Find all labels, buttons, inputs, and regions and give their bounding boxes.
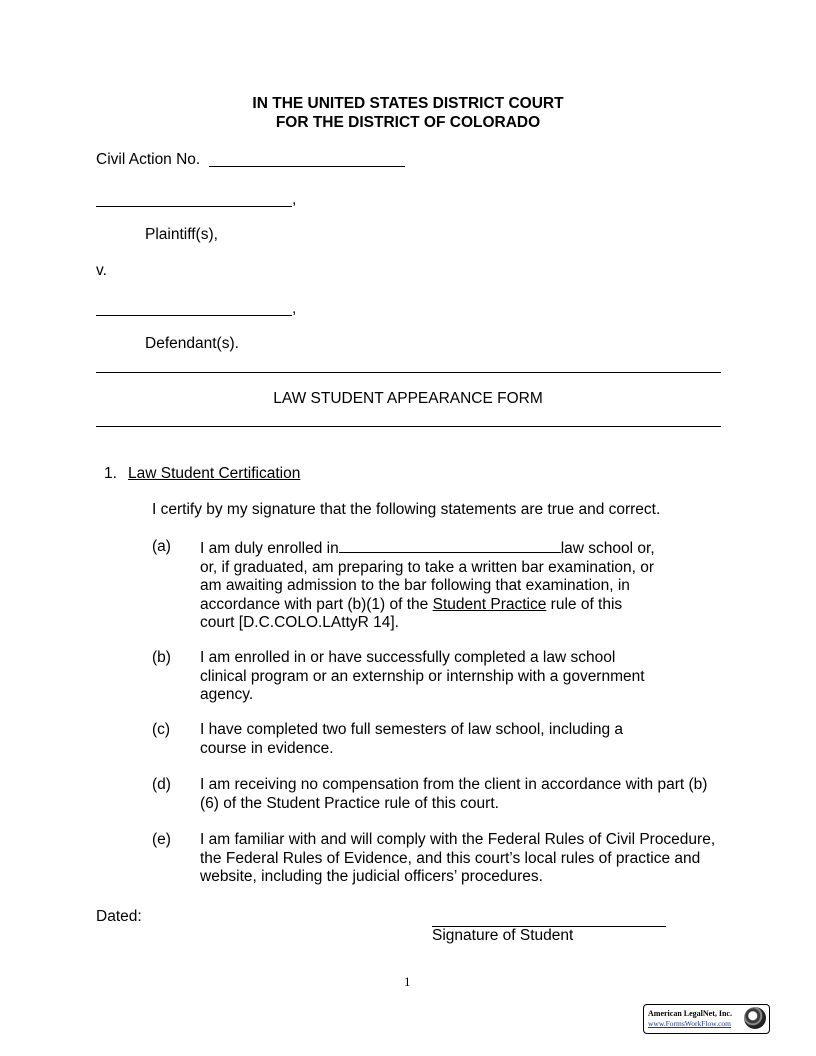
page-number: 1 <box>404 974 411 989</box>
item-d-text: I am receiving no compensation from the client in accordance with part (b)(6) of the Student Practice rule of this court. <box>200 776 708 812</box>
plaintiff-comma: , <box>292 191 297 208</box>
certification-intro: I certify by my signature that the following statements are true and correct. <box>152 501 661 518</box>
court-title-line2: FOR THE DISTRICT OF COLORADO <box>275 114 541 131</box>
signature-label: Signature of Student <box>432 927 574 944</box>
item-a-text-end: rule of this court [D.C.COLO.LAttyR 14]. <box>200 595 623 631</box>
divider-bottom <box>96 426 721 427</box>
item-a-label: (a) <box>152 538 171 555</box>
section-heading: Law Student Certification <box>128 465 301 482</box>
civil-action-label: Civil Action No. <box>96 151 201 168</box>
court-title-line1: IN THE UNITED STATES DISTRICT COURT <box>252 95 564 112</box>
item-e-text: I am familiar with and will comply with the Federal Rules of Civil Procedure, the Federal Rules of Evidence, and this court’s local rules of practice and website, including the judicial officers’ procedures. <box>200 831 716 885</box>
logo-company-name: American LegalNet, Inc. <box>648 1009 732 1018</box>
dated-label: Dated: <box>96 908 142 925</box>
item-a-text-after: law school <box>560 540 634 557</box>
item-a-text-rest: or, or, if graduated, am preparing to take a written bar examination, or am awaiting admission to the bar following that examination, in accordance with part (b)(1) of the <box>200 540 655 613</box>
item-d-label: (d) <box>152 776 171 793</box>
item-a-text-before: I am duly enrolled in <box>200 540 339 557</box>
divider-top <box>96 372 721 373</box>
item-a-text <box>200 538 660 633</box>
defendant-name-field[interactable] <box>96 297 292 316</box>
item-b-label: (b) <box>152 649 171 666</box>
versus-label: v. <box>96 262 107 279</box>
defendant-comma: , <box>292 300 297 317</box>
american-legalnet-logo[interactable] <box>643 1004 770 1034</box>
plaintiff-name-field[interactable] <box>96 188 292 207</box>
logo-website-link[interactable]: www.FormsWorkFlow.com <box>648 1019 732 1028</box>
law-school-name-field[interactable] <box>339 538 561 553</box>
plaintiff-label: Plaintiff(s), <box>145 226 218 243</box>
defendant-label: Defendant(s). <box>145 335 239 352</box>
item-c-text: I have completed two full semesters of law school, including a course in evidence. <box>200 721 624 757</box>
civil-action-number-field[interactable] <box>209 148 405 167</box>
form-title: LAW STUDENT APPEARANCE FORM <box>273 390 543 407</box>
section-number: 1. <box>104 465 117 482</box>
item-b-text: I am enrolled in or have successfully completed a law school clinical program or an externship or internship with a government agency. <box>200 649 645 703</box>
item-c-label: (c) <box>152 721 171 738</box>
student-practice-rule-link[interactable]: Student Practice <box>432 595 547 613</box>
signature-field[interactable] <box>432 908 666 927</box>
logo-seal-icon <box>744 1007 766 1029</box>
item-e-label: (e) <box>152 831 171 848</box>
